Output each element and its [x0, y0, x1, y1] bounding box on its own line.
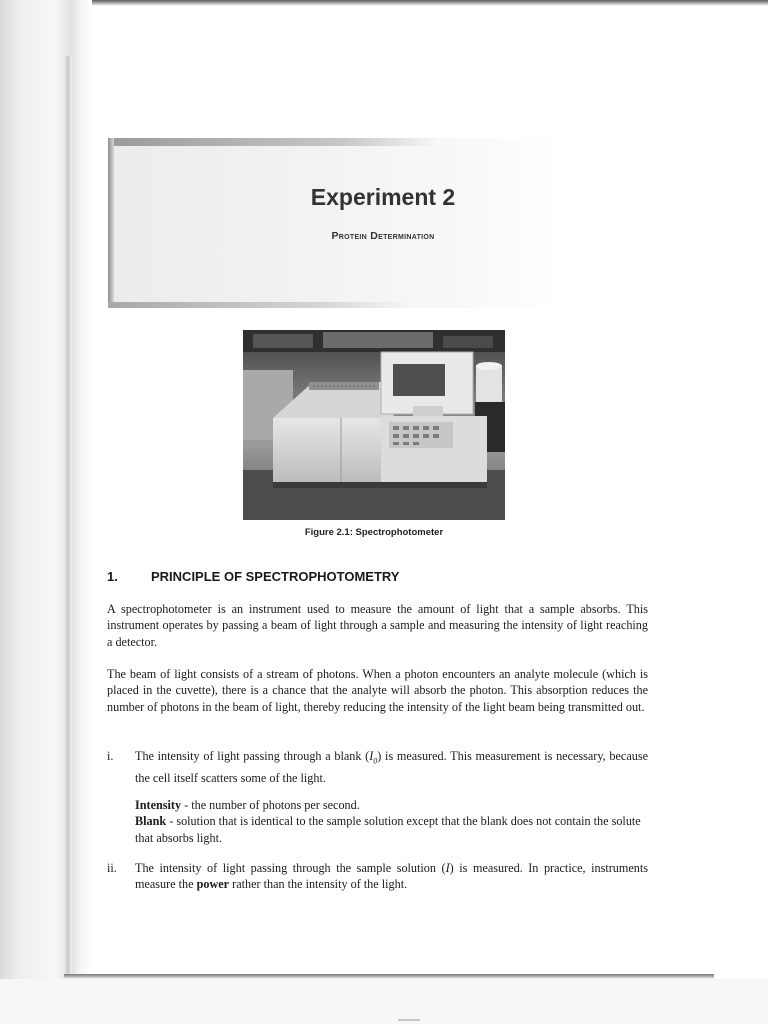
paragraph-photons: The beam of light consists of a stream of photons. When a photon encounters an analyte molecule (which is placed in the cuvette), there is a chance that the analyte will absorb the photon. This absorption reduces the number of photons in the beam of light, thereby reducing the intensity of the light beam being transmitted out.: [107, 667, 648, 714]
list-item-text: [135, 748, 648, 786]
intensity-symbol: I: [445, 861, 450, 875]
list-item-number: ii.: [107, 861, 117, 875]
banner-bottom-rule: [108, 302, 408, 308]
item-text-part: ) is measured. This measurement is necessary, because the cell itself scatters some of the light.: [135, 749, 648, 785]
banner-left-rule: [108, 138, 114, 308]
figure-caption: Figure 2.1: Spectrophotometer: [304, 527, 444, 538]
definition-term: Blank: [135, 814, 167, 829]
banner-top-rule: [108, 138, 438, 146]
experiment-title: Experiment 2: [310, 184, 456, 210]
binding-shadow: [0, 0, 92, 1024]
intensity-symbol: I: [369, 749, 374, 763]
list-item-number: i.: [107, 749, 114, 763]
spectrophotometer-illustration: [243, 330, 505, 520]
scan-bottom-area: [0, 979, 768, 1024]
definition-intensity: [135, 797, 648, 813]
definition-text: - the number of photons per second.: [181, 798, 360, 812]
definition-text: - solution that is identical to the sample solution except that the blank does not contain the solute that absorbs light.: [135, 814, 641, 845]
section-number: 1.: [107, 569, 118, 584]
list-item-text: [135, 860, 648, 893]
definition-term: Intensity: [135, 798, 182, 812]
scan-top-edge: [0, 0, 768, 6]
scan-mark: [398, 1019, 420, 1021]
item-text-part: The intensity of light passing through the sample solution (: [135, 861, 446, 875]
item-text-part: rather than the intensity of the light.: [229, 877, 408, 892]
spectrophotometer-photo: [243, 330, 505, 520]
section-title: PRINCIPLE OF SPECTROPHOTOMETRY: [151, 569, 400, 584]
item-text-part: The intensity of light passing through a blank (: [135, 749, 370, 763]
definitions: [135, 797, 648, 846]
paragraph-intro: A spectrophotometer is an instrument used to measure the amount of light that a sample absorbs. This instrument operates by passing a beam of light through a sample and measuring the intensity of light reaching a detector.: [107, 602, 648, 649]
definition-blank: [135, 813, 648, 846]
experiment-subtitle: Protein Determination: [331, 230, 435, 242]
intensity-subscript: 0: [373, 756, 378, 766]
experiment-banner: [108, 138, 558, 308]
page-left-edge: [64, 56, 72, 976]
power-term: power: [196, 877, 230, 892]
item-text-part: ) is measured. In practice, instruments measure the: [135, 861, 648, 892]
